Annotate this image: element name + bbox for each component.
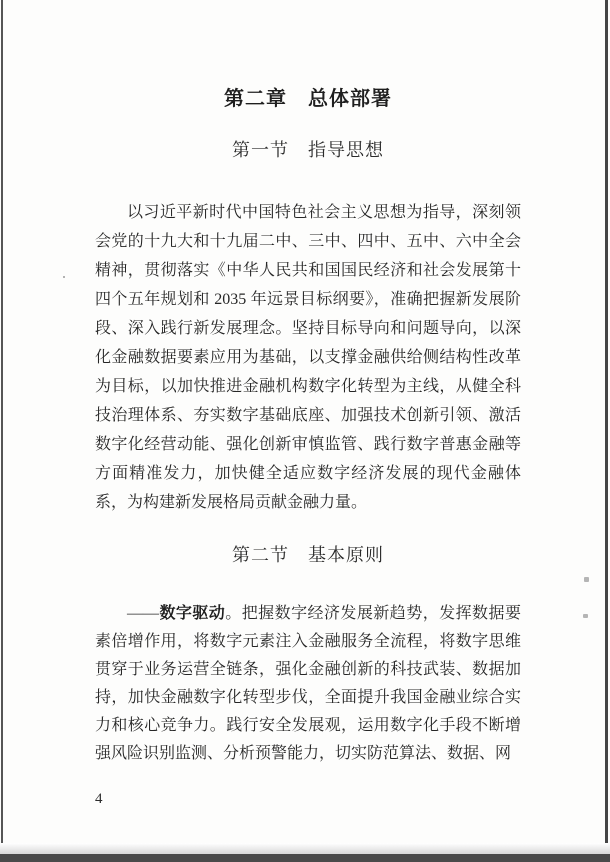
scan-edge-bottom bbox=[0, 854, 610, 862]
principle-term: 数字驱动 bbox=[159, 605, 226, 622]
scan-edge-left bbox=[1, 0, 3, 862]
section-2-heading: 第二节 基本原则 bbox=[232, 545, 384, 565]
scan-edge-bottom-shadow bbox=[0, 843, 610, 854]
section-1-paragraph: 以习近平新时代中国特色社会主义思想为指导，深刻领会党的十九大和十九届二中、三中、四中、五中、六中全会精神，贯彻落实《中华人民共和国国民经济和社会发展第十四个五年规划和 2035 年远景目标纲要》，准确把握新发展阶段、深入践行新发展理念。坚持目标导向和问题导向，以深化金融数据要素应用为基础，以支撑金融供给侧结构性改革为目标，以加快推进金融机构数字化转型为主线，从健全科技治理体系、夯实数字基础底座、加强技术创新引领、激活数字化经营动能、强化创新审慎监管、践行数字普惠金融等方面精准发力，加快健全适应数字经济发展的现代金融体系，为构建新发展格局贡献金融力量。 bbox=[95, 204, 521, 511]
scan-smudge bbox=[584, 577, 589, 582]
principle-dash: —— bbox=[127, 605, 159, 622]
principle-text: 把握数字经济发展新趋势，发挥数据要素倍增作用，将数字元素注入金融服务全流程，将数字思维贯穿于业务运营全链条，强化金融创新的科技武装、数据加持，加快金融数字化转型步伐，全面提升我国金融业综合实力和核心竞争力。践行安全发展观，运用数字化手段不断增强风险识别监测、分析预警能力，切实防范算法、数据、网 bbox=[95, 605, 521, 762]
scan-edge-right bbox=[605, 0, 608, 862]
scan-smudge bbox=[63, 276, 65, 278]
page-content bbox=[95, 0, 521, 768]
page-number: 4 bbox=[95, 791, 103, 807]
section-2-paragraph bbox=[95, 600, 521, 768]
chapter-title: 第二章 总体部署 bbox=[224, 88, 392, 110]
principle-period: 。 bbox=[225, 605, 242, 622]
scan-smudge bbox=[583, 614, 588, 618]
section-1-heading: 第一节 指导思想 bbox=[232, 140, 384, 160]
